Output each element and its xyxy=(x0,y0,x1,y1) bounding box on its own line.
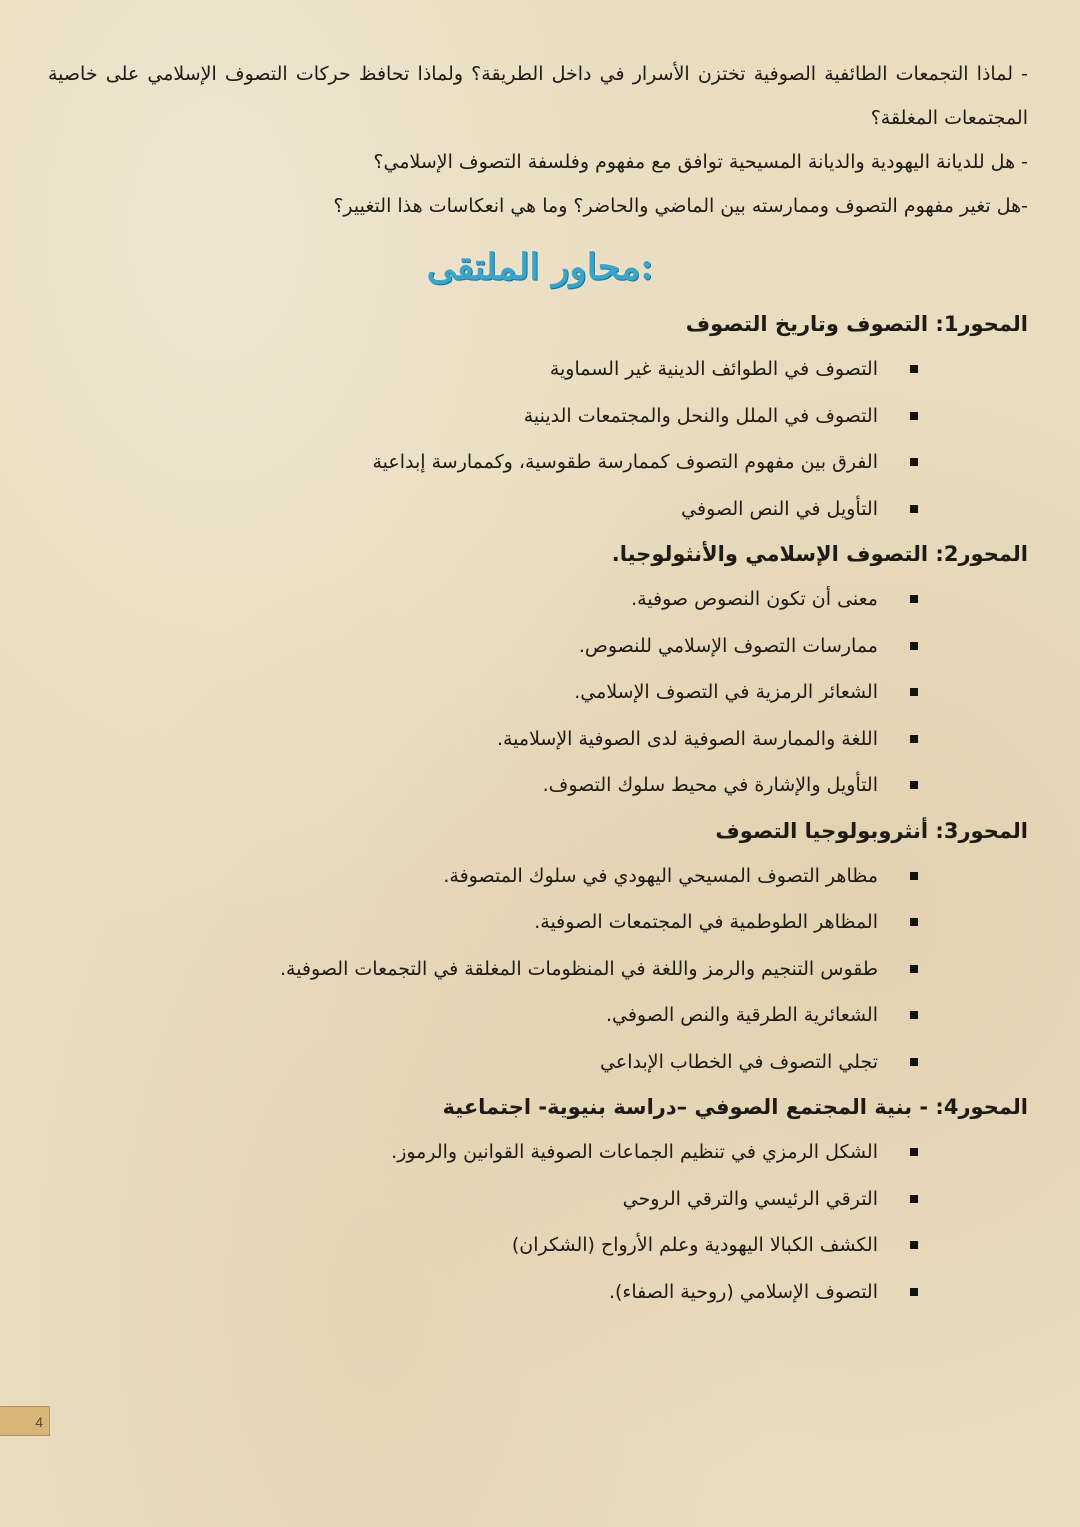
axes-list xyxy=(48,302,1028,1315)
list-item: اللغة والممارسة الصوفية لدى الصوفية الإسلامية. xyxy=(48,716,918,763)
list-item: طقوس التنجيم والرمز واللغة في المنظومات المغلقة في التجمعات الصوفية. xyxy=(48,946,918,993)
list-item: معنى أن تكون النصوص صوفية. xyxy=(48,576,918,623)
axis-title-4: المحور4: - بنية المجتمع الصوفي –دراسة بنيوية- اجتماعية xyxy=(442,1095,1028,1119)
bullet-icon xyxy=(910,412,918,420)
bullet-icon xyxy=(910,365,918,373)
bullet-icon xyxy=(910,1058,918,1066)
axis-2-items xyxy=(48,576,1028,809)
bullet-icon xyxy=(910,1148,918,1156)
bullet-icon xyxy=(910,1011,918,1019)
axis-3-items xyxy=(48,853,1028,1086)
list-item: الشعائرية الطرقية والنص الصوفي. xyxy=(48,992,918,1039)
bullet-icon xyxy=(910,965,918,973)
intro-question-1: - لماذا التجمعات الطائفية الصوفية تختزن الأسرار في داخل الطريقة؟ ولماذا تحافظ حركات التصوف الإسلامي على خاصية المجتمعات المغلقة؟ xyxy=(48,63,1028,129)
section-title: محاور الملتقى: xyxy=(426,246,654,288)
bullet-icon xyxy=(910,872,918,880)
bullet-icon xyxy=(910,642,918,650)
list-item: الشعائر الرمزية في التصوف الإسلامي. xyxy=(48,669,918,716)
axis-title-2: المحور2: التصوف الإسلامي والأنثولوجيا. xyxy=(611,542,1028,566)
list-item: تجلي التصوف في الخطاب الإبداعي xyxy=(48,1039,918,1086)
list-item: التأويل في النص الصوفي xyxy=(48,486,918,533)
list-item: الكشف الكبالا اليهودية وعلم الأرواح (الشكران) xyxy=(48,1222,918,1269)
intro-question-3: -هل تغير مفهوم التصوف وممارسته بين الماضي والحاضر؟ وما هي انعكاسات هذا التغيير؟ xyxy=(333,195,1028,217)
bullet-icon xyxy=(910,458,918,466)
list-item: التصوف الإسلامي (روحية الصفاء). xyxy=(48,1269,918,1316)
page-number: 4 xyxy=(0,1406,50,1436)
bullet-icon xyxy=(910,505,918,513)
bullet-icon xyxy=(910,1241,918,1249)
list-item: ممارسات التصوف الإسلامي للنصوص. xyxy=(48,623,918,670)
bullet-icon xyxy=(910,1195,918,1203)
axis-1-items xyxy=(48,346,1028,532)
list-item: الترقي الرئيسي والترقي الروحي xyxy=(48,1176,918,1223)
bullet-icon xyxy=(910,918,918,926)
bullet-icon xyxy=(910,1288,918,1296)
bullet-icon xyxy=(910,735,918,743)
list-item: المظاهر الطوطمية في المجتمعات الصوفية. xyxy=(48,899,918,946)
bullet-icon xyxy=(910,688,918,696)
axis-title-3: المحور3: أنثروبولوجيا التصوف xyxy=(715,818,1028,843)
list-item: الشكل الرمزي في تنظيم الجماعات الصوفية القوانين والرموز. xyxy=(48,1129,918,1176)
intro-question-2: - هل للديانة اليهودية والديانة المسيحية توافق مع مفهوم وفلسفة التصوف الإسلامي؟ xyxy=(373,151,1028,173)
axis-4-items xyxy=(48,1129,1028,1315)
intro-questions xyxy=(48,52,1028,228)
axis-title-1: المحور1: التصوف وتاريخ التصوف xyxy=(685,312,1028,336)
list-item: التأويل والإشارة في محيط سلوك التصوف. xyxy=(48,762,918,809)
bullet-icon xyxy=(910,595,918,603)
list-item: التصوف في الملل والنحل والمجتمعات الدينية xyxy=(48,393,918,440)
list-item: الفرق بين مفهوم التصوف كممارسة طقوسية، وكممارسة إبداعية xyxy=(48,439,918,486)
list-item: مظاهر التصوف المسيحي اليهودي في سلوك المتصوفة. xyxy=(48,853,918,900)
bullet-icon xyxy=(910,781,918,789)
list-item: التصوف في الطوائف الدينية غير السماوية xyxy=(48,346,918,393)
